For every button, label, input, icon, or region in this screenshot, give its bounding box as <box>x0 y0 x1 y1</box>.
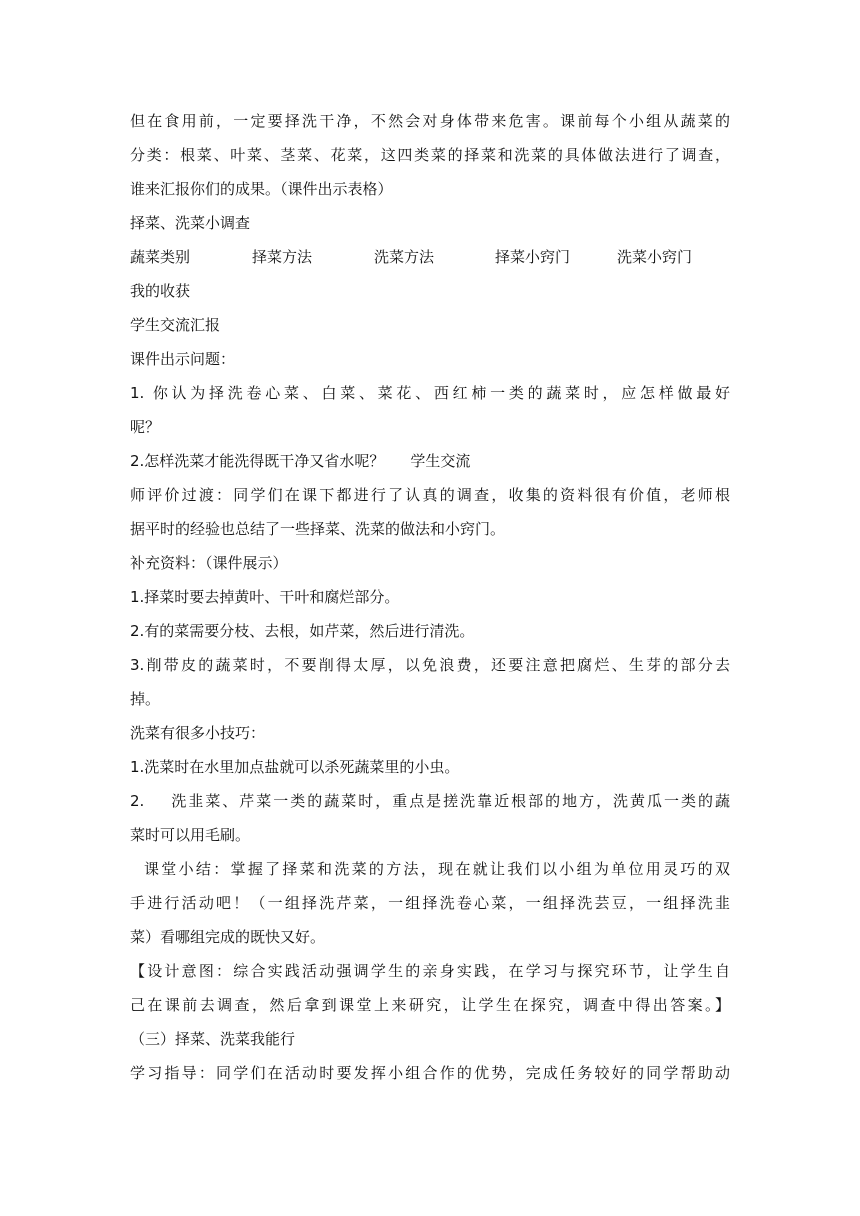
design-intent-line: 己在课前去调查，然后拿到课堂上来研究，让学生在探究，调查中得出答案。】 <box>130 996 730 1014</box>
question-1-line: 呢？ <box>130 418 161 436</box>
table-header: 洗菜方法 <box>374 248 435 266</box>
paragraph-line: 学习指导：同学们在活动时要发挥小组合作的优势，完成任务较好的同学帮助动 <box>130 1064 730 1082</box>
summary-line: 课堂小结：掌握了择菜和洗菜的方法，现在就让我们以小组为单位用灵巧的双 <box>144 860 730 878</box>
list-item: 1.择菜时要去掉黄叶、干叶和腐烂部分。 <box>130 588 400 606</box>
list-item: 菜时可以用毛刷。 <box>130 826 251 844</box>
table-header: 择菜小窍门 <box>495 248 571 266</box>
question-2-text: 2.怎样洗菜才能洗得既干净又省水呢？ <box>130 452 385 470</box>
question-2-tail: 学生交流 <box>410 452 471 470</box>
paragraph-line: 分类：根菜、叶菜、茎菜、花菜，这四类菜的择菜和洗菜的具体做法进行了调查， <box>130 146 730 164</box>
paragraph-line: 师评价过渡：同学们在课下都进行了认真的调查，收集的资料很有价值，老师根 <box>130 486 730 504</box>
section-heading: （三）择菜、洗菜我能行 <box>130 1030 296 1048</box>
design-intent-line: 【设计意图：综合实践活动强调学生的亲身实践，在学习与探究环节，让学生自 <box>130 962 730 980</box>
table-header: 洗菜小窍门 <box>617 248 693 266</box>
tips-title: 洗菜有很多小技巧： <box>130 724 266 742</box>
list-item: 3.削带皮的蔬菜时，不要削得太厚，以免浪费，还要注意把腐烂、生芽的部分去 <box>130 656 730 674</box>
survey-title: 择菜、洗菜小调查 <box>130 214 251 232</box>
summary-line: 菜）看哪组完成的既快又好。 <box>130 928 326 946</box>
table-header: 我的收获 <box>130 282 191 300</box>
survey-table-headers <box>130 240 730 274</box>
paragraph-line: 据平时的经验也总结了一些择菜、洗菜的做法和小窍门。 <box>130 520 506 538</box>
paragraph-line: 但在食用前，一定要择洗干净，不然会对身体带来危害。课前每个小组从蔬菜的 <box>130 112 730 130</box>
list-item: 1.洗菜时在水里加点盐就可以杀死蔬菜里的小虫。 <box>130 758 460 776</box>
table-header: 择菜方法 <box>252 248 313 266</box>
question-2 <box>130 444 730 478</box>
summary-line: 手进行活动吧！（一组择洗芹菜，一组择洗卷心菜，一组择洗芸豆，一组择洗韭 <box>130 894 730 912</box>
question-1-line: 1. 你认为择洗卷心菜、白菜、菜花、西红柿一类的蔬菜时，应怎样做最好 <box>130 384 730 402</box>
supplement-title: 补充资料：（课件展示） <box>130 554 288 572</box>
document-body <box>130 104 730 1090</box>
paragraph-line: 课件出示问题： <box>130 350 236 368</box>
paragraph-line: 学生交流汇报 <box>130 316 221 334</box>
list-item: 掉。 <box>130 690 161 708</box>
table-header: 蔬菜类别 <box>130 248 191 266</box>
paragraph-line: 谁来汇报你们的成果。（课件出示表格） <box>130 180 393 198</box>
list-item: 2. 洗韭菜、芹菜一类的蔬菜时，重点是搓洗靠近根部的地方，洗黄瓜一类的蔬 <box>130 792 730 810</box>
list-item: 2.有的菜需要分枝、去根，如芹菜，然后进行清洗。 <box>130 622 475 640</box>
